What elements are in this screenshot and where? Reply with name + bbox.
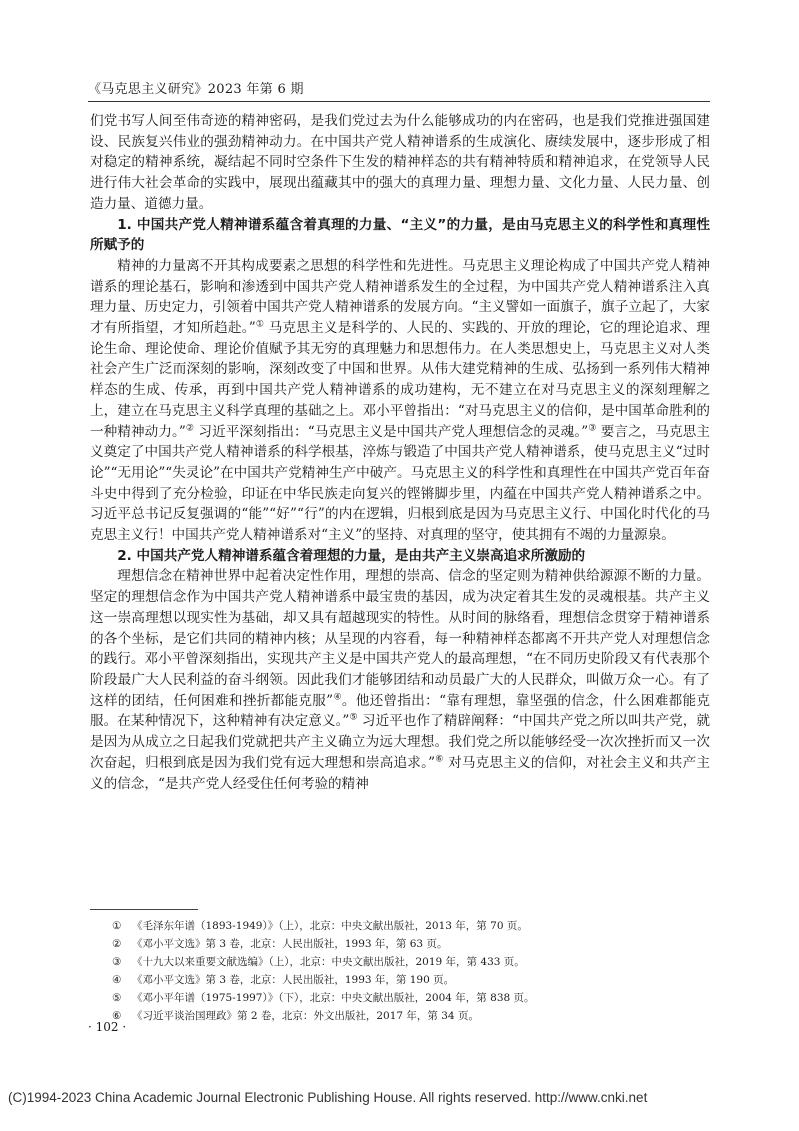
footnote-item <box>112 971 710 989</box>
paragraph-text: 。他还曾指出：“靠有理想，靠坚强的信念，什么困难都能克服。在某种情况下，这种精神有决定意义。” <box>90 692 710 730</box>
section-heading: 2. 中国共产党人精神谱系蕴含着理想的力量，是由共产主义崇高追求所激励的 <box>117 547 586 564</box>
paragraph-text: 对马克思主义的信仰，对社会主义和共产主义的信念，“是共产党人经受住任何考验的精神 <box>90 754 710 792</box>
footnote-divider <box>90 909 198 910</box>
footnote-marker[interactable]: ② <box>185 423 195 434</box>
footnote-number: ③ <box>112 956 122 968</box>
body-paragraph: 们党书写人间至伟奇迹的精神密码，是我们党过去为什么能够成功的内在密码，也是我们党推进强国建设、民族复兴伟业的强劲精神动力。在中国共产党人精神谱系的生成演化、赓续发展中，逐步形成了相对稳定的精神系统，凝结起不同时空条件下生发的精神样态的共有精神特质和精神追求，在党领导人民进行伟大社会革命的实践中，展现出蕴藏其中的强大的真理力量、理想力量、文化力量、人民力量、创造力量、道德力量。 <box>90 113 710 212</box>
footnote-item <box>112 989 710 1007</box>
footnote-item <box>112 953 710 971</box>
paragraph-text: 习近平深刻指出：“马克思主义是中国共产党人理想信念的灵魂。” <box>194 423 589 440</box>
footnote-text: 《十九大以来重要文献选编》（上），北京：中央文献出版社，2019 年，第 433 页。 <box>132 956 525 968</box>
footnote-item <box>112 917 710 935</box>
paragraph-text: 精神的力量离不开其构成要素之思想的科学性和先进性。马克思主义理论构成了中国共产党人精神谱系的理论基石，影响和渗透到中国共产党人精神谱系发生的全过程，为中国共产党人精神谱系注入真理力量、历史定力，引领着中国共产党人精神谱系的发展方向。“主义譬如一面旗子，旗子立起了，大家才有所指望，才知所趋赴。” <box>90 257 710 337</box>
body-paragraph <box>90 256 710 546</box>
footnote-item <box>112 935 710 953</box>
footnote-text: 《邓小平文选》第 3 卷，北京：人民出版社，1993 年，第 63 页。 <box>132 938 448 950</box>
footnote-marker[interactable]: ⑤ <box>349 712 358 723</box>
footnote-marker[interactable]: ① <box>255 319 265 330</box>
paragraph-text: 理想信念在精神世界中起着决定性作用，理想的崇高、信念的坚定则为精神供给源源不断的力量。坚定的理想信念作为中国共产党人精神谱系中最宝贵的基因，成为决定着其生发的灵魂根基。共产主义这一崇高理想以现实性为基础，却又具有超越现实的特性。从时间的脉络看，理想信念贯穿于精神谱系的各个坐标，是它们共同的精神内核；从呈现的内容看，每一种精神样态都离不开共产党人对理想信念的践行。邓小平曾深刻指出，实现共产主义是中国共产党人的最高理想，“在不同历史阶段又有代表那个阶段最广大人民利益的奋斗纲领。因此我们才能够团结和动员最广大的人民群众，叫做万众一心。有了这样的团结，任何困难和挫折都能克服” <box>90 568 710 709</box>
running-header: 《马克思主义研究》2023 年第 6 期 <box>88 82 304 97</box>
footnote-text: 《邓小平文选》第 3 卷，北京：人民出版社，1993 年，第 190 页。 <box>132 974 455 986</box>
footnote-marker[interactable]: ④ <box>333 692 342 703</box>
page-number: · 102 · <box>88 1020 127 1034</box>
footnotes <box>112 917 710 1025</box>
footnote-marker[interactable]: ⑥ <box>435 754 444 765</box>
footnote-number: ⑥ <box>112 1010 122 1022</box>
paragraph-text: 习近平也作了精辟阐释：“中国共产党之所以叫共产党，就是因为从成立之日起我们党就把共产主义确立为远大理想。我们党之所以能够经受一次次挫折而又一次次奋起，归根到底是因为我们党有远大理想和崇高追求。” <box>90 713 710 771</box>
footnote-text: 《毛泽东年谱（1893-1949）》（上），北京：中央文献出版社，2013 年，第 70 页。 <box>132 920 528 932</box>
footnote-number: ⑤ <box>112 992 122 1004</box>
header-divider <box>88 101 710 102</box>
paragraph-text: 要言之，马克思主义奠定了中国共产党人精神谱系的科学根基，淬炼与锻造了中国共产党人精神谱系，使马克思主义“过时论”“无用论”“失灵论”在中国共产党精神生产中破产。马克思主义的科学性和真理性在中国共产党百年奋斗史中得到了充分检验，印证在中华民族走向复兴的铿锵脚步里，内蕴在中国共产党人精神谱系之中。习近平总书记反复强调的“能”“好”“行”的内在逻辑，归根到底是因为马克思主义行、中国化时代化的马克思主义行！中国共产党人精神谱系对“主义”的坚持、对真理的坚守，使其拥有不竭的力量源泉。 <box>90 423 711 544</box>
body-paragraph <box>90 566 710 794</box>
footnote-text: 《习近平谈治国理政》第 2 卷，北京：外文出版社，2017 年，第 34 页。 <box>132 1010 479 1022</box>
footnote-number: ① <box>112 920 122 932</box>
paragraph-text: 马克思主义是科学的、人民的、实践的、开放的理论，它的理论追求、理论生命、理论使命、理论价值赋予其无穷的真理魅力和思想伟力。在人类思想史上，马克思主义对人类社会产生广泛而深刻的影响，深刻改变了中国和世界。从伟大建党精神的生成、弘扬到一系列伟大精神样态的生成、传承，再到中国共产党人精神谱系的成功建构，无不建立在对马克思主义的深刻理解之上，建立在马克思主义科学真理的基础之上。邓小平曾指出：“对马克思主义的信仰，是中国革命胜利的一种精神动力。” <box>90 320 710 440</box>
section-heading: 1. 中国共产党人精神谱系蕴含着真理的力量、“主义”的力量，是由马克思主义的科学性和真理性所赋予的 <box>90 216 710 254</box>
copyright-notice: (C)1994-2023 China Academic Journal Electronic Publishing House. All rights reserved. http://www.cnki.net <box>8 1090 648 1105</box>
footnote-marker[interactable]: ③ <box>588 423 597 434</box>
article-body <box>90 111 710 794</box>
footnote-text: 《邓小平年谱（1975-1997）》（下），北京：中央文献出版社，2004 年，第 838 页。 <box>132 992 535 1004</box>
footnote-number: ④ <box>112 974 122 986</box>
footnote-item <box>112 1007 710 1025</box>
footnote-number: ② <box>112 938 122 950</box>
